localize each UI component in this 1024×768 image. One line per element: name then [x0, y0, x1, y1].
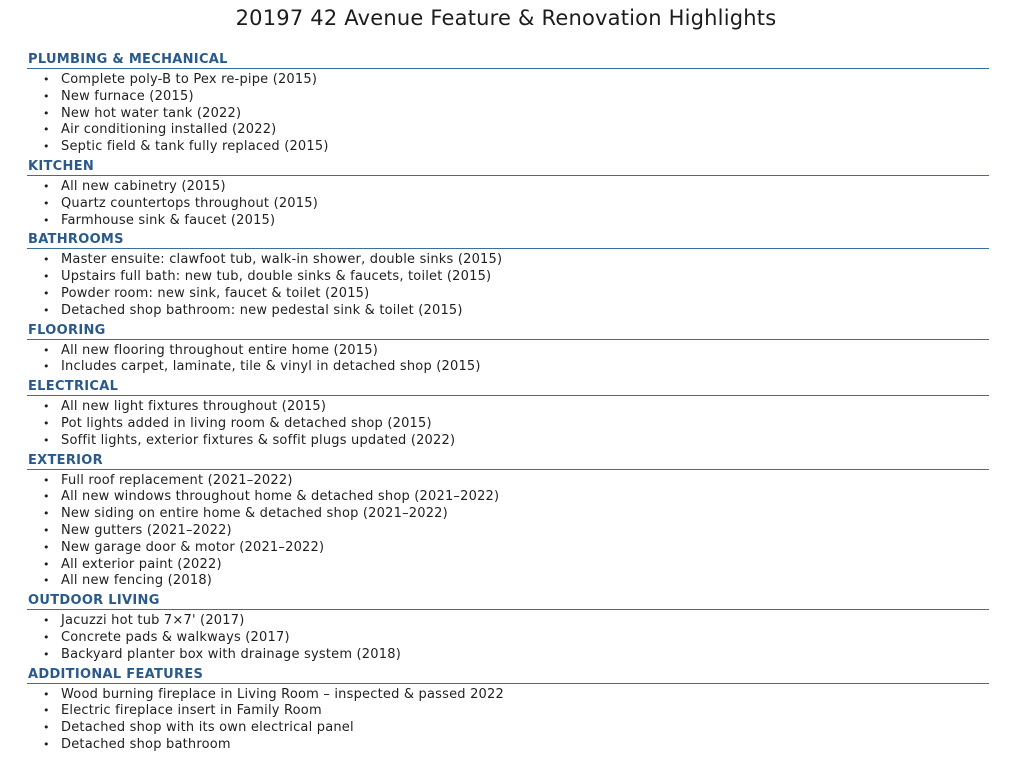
- list-item: [27, 523, 989, 540]
- list-item: [27, 613, 989, 630]
- list-item-text: Upstairs full bath: new tub, double sinks & faucets, toilet (2015): [61, 269, 492, 285]
- list-item-text: Master ensuite: clawfoot tub, walk-in shower, double sinks (2015): [61, 252, 503, 268]
- list-item-text: Jacuzzi hot tub 7×7' (2017): [61, 613, 245, 629]
- bullet-icon: •: [43, 179, 50, 193]
- bullet-icon: •: [43, 140, 50, 154]
- list-item: [27, 703, 989, 720]
- list-item: [27, 573, 989, 590]
- list-item: [27, 557, 989, 574]
- list-item-text: New siding on entire home & detached shop (2021–2022): [61, 506, 448, 522]
- list-item: [27, 473, 989, 490]
- bullet-icon: •: [43, 270, 50, 284]
- list-item-text: Air conditioning installed (2022): [61, 122, 277, 138]
- list-item-text: Wood burning fireplace in Living Room – inspected & passed 2022: [61, 686, 504, 702]
- bullet-list: [27, 687, 989, 754]
- bullet-icon: •: [43, 557, 50, 571]
- list-item-text: New gutters (2021–2022): [61, 522, 232, 538]
- list-item: [27, 399, 989, 416]
- bullet-icon: •: [43, 286, 50, 300]
- bullet-icon: •: [43, 647, 50, 661]
- sections-container: [27, 52, 989, 757]
- bullet-icon: •: [43, 89, 50, 103]
- list-item-text: Farmhouse sink & faucet (2015): [61, 212, 276, 228]
- list-item-text: All new light fixtures throughout (2015): [61, 399, 327, 415]
- section-kitchen: [27, 159, 989, 229]
- list-item: [27, 540, 989, 557]
- section-additional-features: [27, 667, 989, 754]
- section-heading: ELECTRICAL: [27, 379, 989, 396]
- bullet-icon: •: [43, 123, 50, 137]
- bullet-icon: •: [43, 416, 50, 430]
- section-plumbing-mechanical: [27, 52, 989, 156]
- list-item: [27, 433, 989, 450]
- bullet-icon: •: [43, 433, 50, 447]
- list-item-text: Quartz countertops throughout (2015): [61, 195, 318, 211]
- bullet-icon: •: [43, 400, 50, 414]
- list-item-text: Detached shop bathroom: new pedestal sink & toilet (2015): [61, 302, 463, 318]
- section-electrical: [27, 379, 989, 449]
- list-item: [27, 359, 989, 376]
- list-item-text: Soffit lights, exterior fixtures & soffit plugs updated (2022): [61, 432, 456, 448]
- bullet-icon: •: [43, 473, 50, 487]
- list-item: [27, 416, 989, 433]
- list-item: [27, 630, 989, 647]
- section-heading: PLUMBING & MECHANICAL: [27, 52, 989, 69]
- bullet-list: [27, 473, 989, 591]
- list-item-text: Includes carpet, laminate, tile & vinyl in detached shop (2015): [61, 359, 481, 375]
- list-item: [27, 506, 989, 523]
- bullet-list: [27, 179, 989, 229]
- bullet-icon: •: [43, 721, 50, 735]
- list-item: [27, 687, 989, 704]
- bullet-icon: •: [43, 343, 50, 357]
- list-item: [27, 139, 989, 156]
- bullet-list: [27, 72, 989, 156]
- list-item-text: Septic field & tank fully replaced (2015): [61, 139, 329, 155]
- list-item-text: All new flooring throughout entire home (2015): [61, 342, 378, 358]
- list-item-text: All new windows throughout home & detached shop (2021–2022): [61, 489, 500, 505]
- list-item-text: Detached shop with its own electrical panel: [61, 720, 354, 736]
- list-item: [27, 647, 989, 664]
- section-heading: FLOORING: [27, 323, 989, 340]
- bullet-icon: •: [43, 523, 50, 537]
- section-heading: EXTERIOR: [27, 453, 989, 470]
- bullet-icon: •: [43, 303, 50, 317]
- page-title: 20197 42 Avenue Feature & Renovation Highlights: [235, 6, 777, 30]
- bullet-list: [27, 613, 989, 663]
- list-item-text: Complete poly-B to Pex re-pipe (2015): [61, 72, 318, 87]
- list-item: [27, 179, 989, 196]
- bullet-list: [27, 343, 989, 377]
- section-heading: BATHROOMS: [27, 232, 989, 249]
- section-exterior: [27, 453, 989, 591]
- list-item-text: All exterior paint (2022): [61, 556, 222, 572]
- bullet-icon: •: [43, 253, 50, 267]
- section-outdoor-living: [27, 593, 989, 663]
- list-item-text: Concrete pads & walkways (2017): [61, 629, 290, 645]
- list-item: [27, 72, 989, 89]
- section-heading: OUTDOOR LIVING: [27, 593, 989, 610]
- bullet-icon: •: [43, 507, 50, 521]
- bullet-list: [27, 399, 989, 449]
- bullet-icon: •: [43, 614, 50, 628]
- section-heading: KITCHEN: [27, 159, 989, 176]
- section-bathrooms: [27, 232, 989, 319]
- bullet-list: [27, 252, 989, 319]
- list-item-text: Full roof replacement (2021–2022): [61, 472, 293, 488]
- list-item: [27, 343, 989, 360]
- list-item: [27, 213, 989, 230]
- list-item: [27, 737, 989, 754]
- list-item-text: Backyard planter box with drainage system (2018): [61, 646, 401, 662]
- list-item-text: New hot water tank (2022): [61, 105, 242, 121]
- list-item-text: Detached shop bathroom: [61, 736, 231, 752]
- list-item: [27, 303, 989, 320]
- list-item: [27, 252, 989, 269]
- list-item: [27, 720, 989, 737]
- list-item: [27, 106, 989, 123]
- list-item: [27, 286, 989, 303]
- list-item-text: All new fencing (2018): [61, 573, 213, 589]
- bullet-icon: •: [43, 73, 50, 86]
- section-flooring: [27, 323, 989, 377]
- bullet-icon: •: [43, 540, 50, 554]
- list-item: [27, 196, 989, 213]
- bullet-icon: •: [43, 360, 50, 374]
- section-heading: ADDITIONAL FEATURES: [27, 667, 989, 684]
- bullet-icon: •: [43, 687, 50, 701]
- list-item: [27, 89, 989, 106]
- bullet-icon: •: [43, 106, 50, 120]
- list-item-text: All new cabinetry (2015): [61, 178, 226, 194]
- list-item-text: Powder room: new sink, faucet & toilet (2015): [61, 285, 370, 301]
- bullet-icon: •: [43, 490, 50, 504]
- bullet-icon: •: [43, 737, 50, 751]
- bullet-icon: •: [43, 213, 50, 227]
- list-item: [27, 122, 989, 139]
- bullet-icon: •: [43, 704, 50, 718]
- list-item-text: New garage door & motor (2021–2022): [61, 539, 325, 555]
- list-item: [27, 489, 989, 506]
- bullet-icon: •: [43, 196, 50, 210]
- list-item: [27, 269, 989, 286]
- bullet-icon: •: [43, 574, 50, 588]
- list-item-text: Pot lights added in living room & detached shop (2015): [61, 415, 432, 431]
- list-item-text: New furnace (2015): [61, 88, 194, 104]
- bullet-icon: •: [43, 630, 50, 644]
- list-item-text: Electric fireplace insert in Family Room: [61, 703, 322, 719]
